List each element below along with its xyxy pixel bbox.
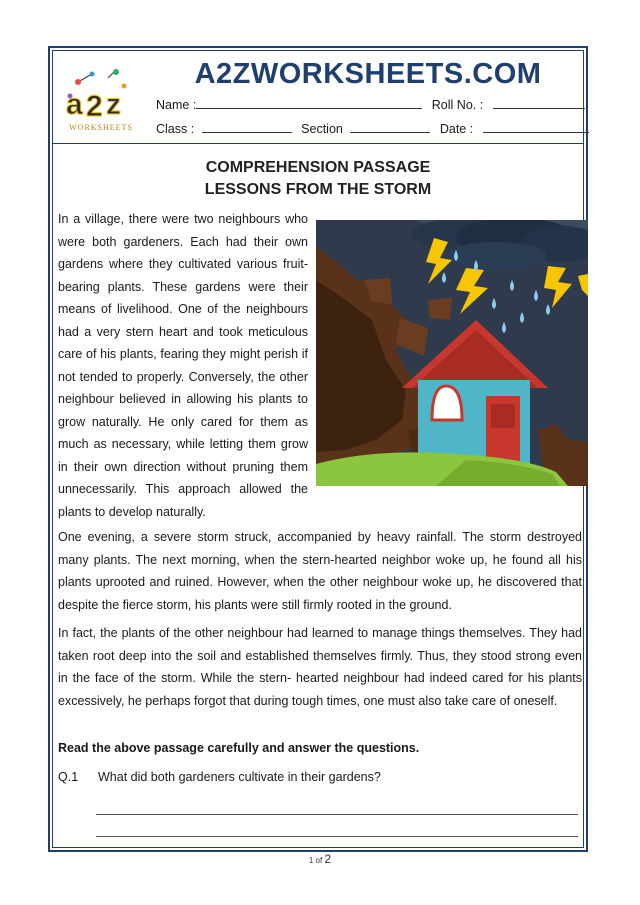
- passage-paragraph-3: In fact, the plants of the other neighbour had learned to manage things themselves. They had taken root deep into the soil and established themselves firmly. Thus, they stood strong even in the face of the storm. While the stern- hearted neighbour had indeed cared for his plants excessively, he perhaps forgot that during tough times, one must also take care of oneself.: [58, 626, 582, 708]
- heading-comprehension: COMPREHENSION PASSAGE: [205, 159, 431, 176]
- date-label: Date :: [439, 122, 474, 136]
- storm-house-illustration: [316, 220, 588, 486]
- class-field[interactable]: [202, 121, 292, 133]
- class-section-date-row: [156, 121, 589, 136]
- svg-text:a: a: [66, 88, 83, 121]
- roll-field[interactable]: [493, 97, 585, 109]
- passage-paragraph-2: One evening, a severe storm struck, accompanied by heavy rainfall. The storm destroyed many plants. The next morning, when the stern-hearted neighbor woke up, he found all his plants uprooted and ruined. However, when the other neighbour woke up, he discovered that despite the fierce storm, his plants were still firmly rooted in the ground.: [58, 530, 582, 612]
- class-label: Class :: [156, 122, 195, 136]
- name-roll-row: [156, 97, 585, 112]
- section-field[interactable]: [350, 121, 430, 133]
- passage-paragraph-1: In a village, there were two neighbours who were both gardeners. Each had their own gardens where they cultivated various fruit-bearing plants. These gardens were their means of livelihood. One of the neighbours had a very stern heart and took meticulous care of his plants, fearing they might perish if not tended to properly. Conversely, the other neighbour believed in allowing his plants to grow naturally. He only cared for them as much as necessary, while letting them grow in their own direction without pruning them unnecessarily. This approach allowed the plants to develop naturally.: [58, 212, 308, 519]
- name-label: Name :: [156, 98, 197, 112]
- question-number: Q.1: [58, 770, 79, 784]
- header-divider: [52, 143, 584, 144]
- page-number-prefix: 1 of: [308, 856, 323, 865]
- heading-story-title: LESSONS FROM THE STORM: [204, 181, 432, 198]
- a2z-logo: [58, 68, 144, 134]
- logo-subtext: WORKSHEETS: [69, 123, 133, 132]
- date-field[interactable]: [483, 121, 589, 133]
- page-number: [0, 852, 640, 866]
- question-text: What did both gardeners cultivate in their gardens?: [98, 770, 381, 784]
- answer-line[interactable]: [96, 814, 578, 815]
- name-field[interactable]: [196, 97, 422, 109]
- question-1: [58, 770, 381, 784]
- svg-text:2: 2: [86, 90, 103, 123]
- page-number-total: 2: [324, 852, 332, 866]
- site-title: A2ZWORKSHEETS.COM: [194, 58, 542, 90]
- instruction-text: Read the above passage carefully and answer the questions.: [58, 741, 420, 755]
- svg-text:z: z: [106, 88, 121, 121]
- answer-line[interactable]: [96, 836, 578, 837]
- section-label: Section: [301, 122, 343, 136]
- roll-label: Roll No. :: [431, 98, 484, 112]
